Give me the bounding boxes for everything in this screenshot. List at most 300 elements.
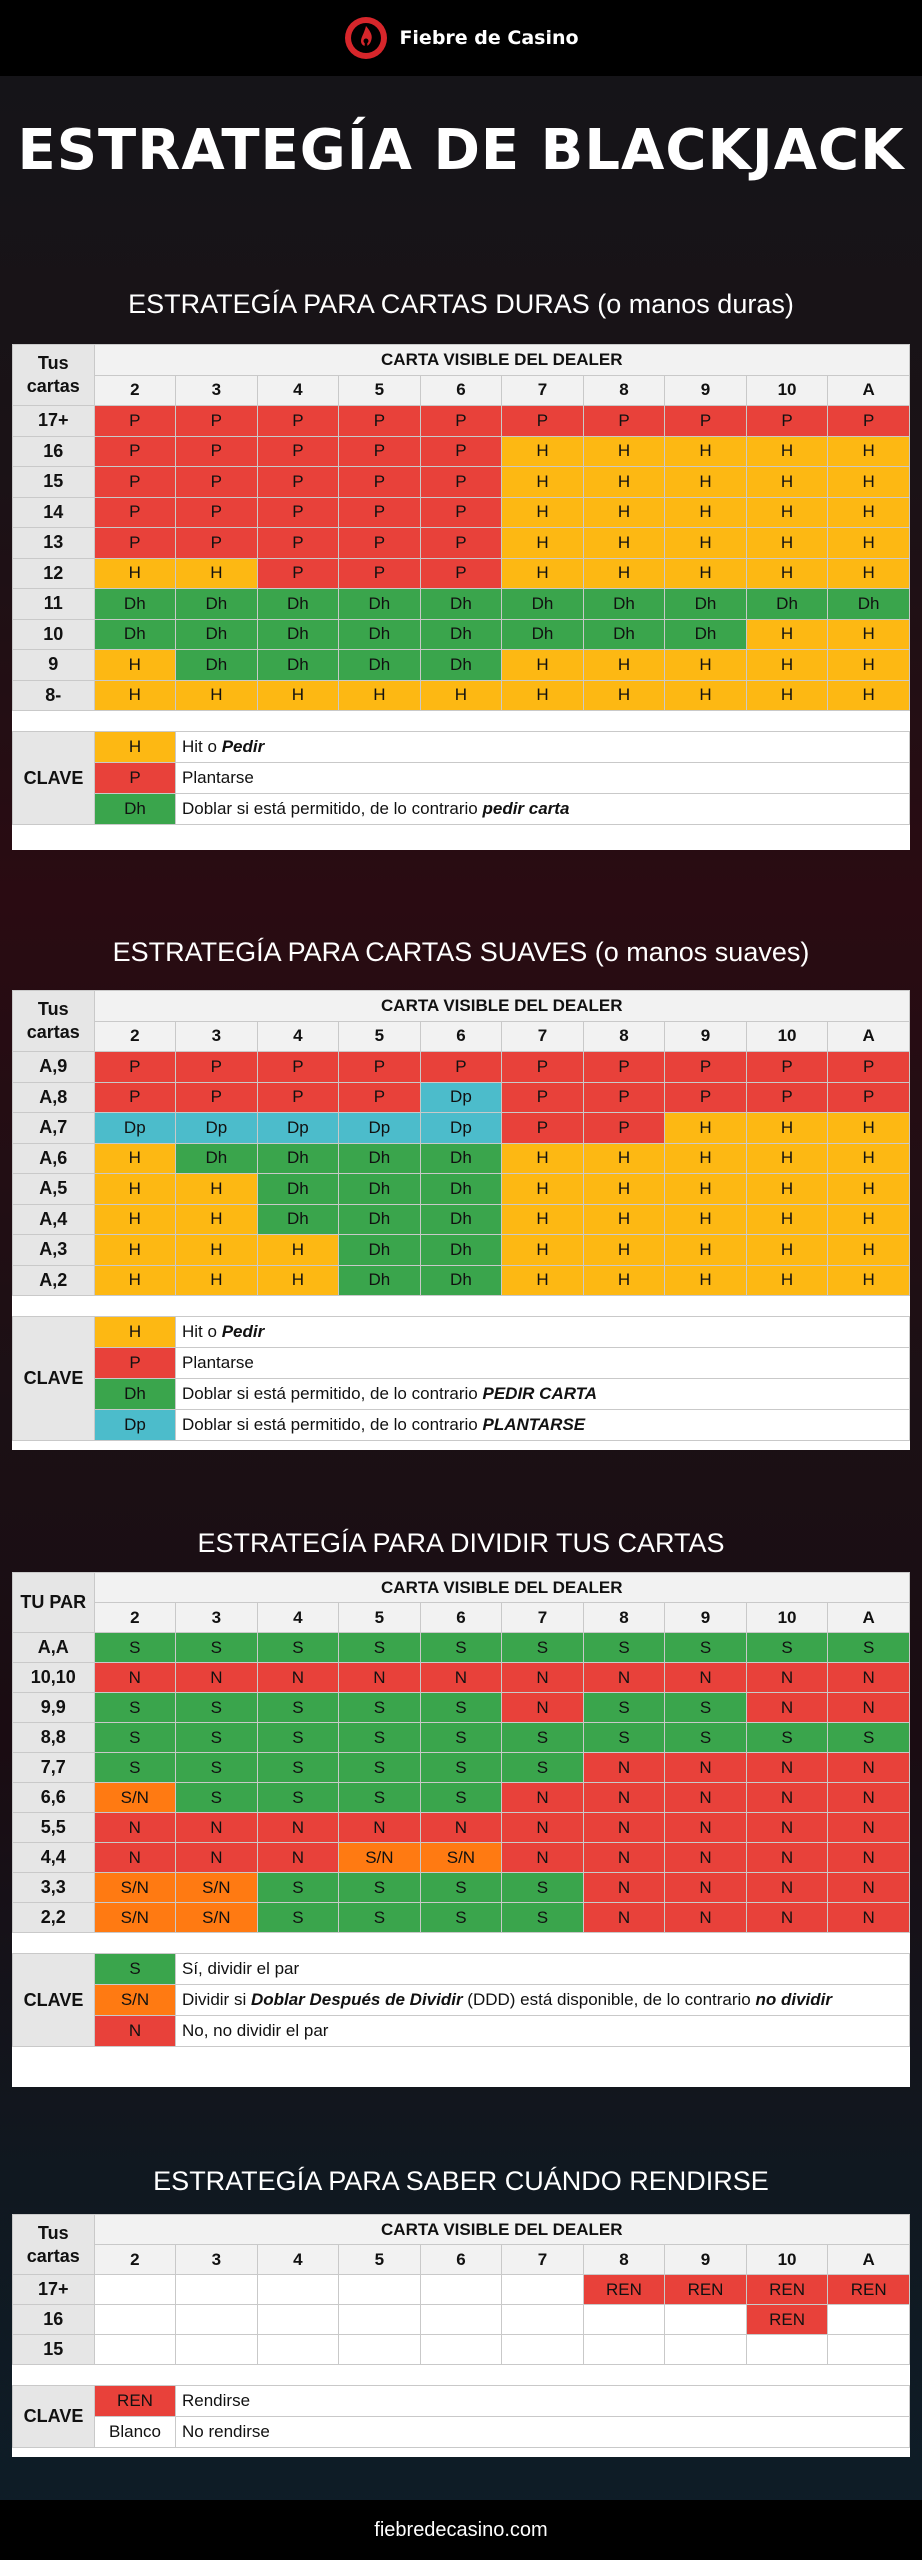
strategy-cell: N	[176, 1813, 258, 1843]
strategy-row	[13, 406, 910, 437]
strategy-cell: S	[94, 1723, 176, 1753]
strategy-row	[13, 1052, 910, 1083]
footer-url[interactable]: fiebredecasino.com	[374, 2518, 548, 2541]
strategy-cell: P	[94, 436, 176, 467]
strategy-row	[13, 436, 910, 467]
hand-label: 10,10	[13, 1663, 95, 1693]
strategy-cell: N	[746, 1753, 828, 1783]
dealer-card-10: 10	[746, 375, 828, 406]
hand-label: 17+	[13, 406, 95, 437]
dealer-card-9: 9	[665, 1603, 747, 1633]
strategy-cell: N	[94, 1843, 176, 1873]
strategy-cell	[94, 2335, 176, 2365]
dealer-card-7: 7	[502, 1603, 584, 1633]
key-emphasis: Pedir	[221, 1322, 265, 1341]
site-header	[0, 0, 922, 76]
strategy-cell: P	[828, 1082, 910, 1113]
strategy-cell	[176, 2335, 258, 2365]
split-strategy-table	[12, 1572, 910, 1933]
dealer-card-5: 5	[339, 375, 421, 406]
strategy-cell: P	[420, 497, 502, 528]
strategy-cell: S	[339, 1903, 421, 1933]
strategy-cell: H	[828, 467, 910, 498]
strategy-row	[13, 1082, 910, 1113]
strategy-cell: N	[665, 1903, 747, 1933]
dealer-card-4: 4	[257, 1603, 339, 1633]
strategy-row	[13, 1813, 910, 1843]
key-swatch: S/N	[95, 1985, 176, 2016]
dealer-card-10: 10	[746, 2245, 828, 2275]
dealer-card-4: 4	[257, 2245, 339, 2275]
strategy-cell: H	[746, 680, 828, 711]
strategy-row	[13, 680, 910, 711]
strategy-cell: Dp	[176, 1113, 258, 1144]
dealer-card-A: A	[828, 1603, 910, 1633]
strategy-cell: H	[746, 1204, 828, 1235]
strategy-cell: P	[828, 1052, 910, 1083]
strategy-cell: P	[176, 1052, 258, 1083]
strategy-cell	[746, 2335, 828, 2365]
strategy-cell: H	[583, 1143, 665, 1174]
strategy-cell: S	[746, 1723, 828, 1753]
soft-strategy-panel	[12, 990, 910, 1450]
strategy-cell: N	[583, 1663, 665, 1693]
hand-label: 17+	[13, 2275, 95, 2305]
hand-label: 10	[13, 619, 95, 650]
key-row	[13, 763, 910, 794]
dealer-card-3: 3	[176, 1603, 258, 1633]
strategy-cell: S/N	[94, 1873, 176, 1903]
strategy-cell: P	[502, 1113, 584, 1144]
strategy-cell: S	[257, 1873, 339, 1903]
key-description: Dividir si Doblar Después de Dividir (DDD) está disponible, de lo contrario no dividir	[176, 1985, 910, 2016]
strategy-cell: N	[665, 1813, 747, 1843]
strategy-cell: P	[257, 467, 339, 498]
strategy-cell: S	[420, 1753, 502, 1783]
strategy-cell: H	[746, 1235, 828, 1266]
strategy-cell: S/N	[94, 1903, 176, 1933]
dealer-card-2: 2	[94, 2245, 176, 2275]
strategy-cell: H	[828, 680, 910, 711]
strategy-row	[13, 558, 910, 589]
key-description: Rendirse	[176, 2386, 910, 2417]
key-emphasis: PEDIR CARTA	[482, 1384, 598, 1403]
strategy-cell: H	[420, 680, 502, 711]
strategy-cell: H	[176, 680, 258, 711]
strategy-cell: H	[176, 1204, 258, 1235]
soft-key-table	[12, 1316, 910, 1441]
hand-label: A,6	[13, 1143, 95, 1174]
strategy-cell: P	[746, 406, 828, 437]
strategy-row	[13, 1113, 910, 1144]
strategy-row	[13, 2305, 910, 2335]
strategy-cell	[176, 2275, 258, 2305]
key-description: No, no dividir el par	[176, 2016, 910, 2047]
strategy-cell: S	[339, 1753, 421, 1783]
strategy-cell: P	[665, 406, 747, 437]
strategy-cell: Dh	[94, 589, 176, 620]
dealer-card-8: 8	[583, 375, 665, 406]
split-key-table	[12, 1953, 910, 2047]
strategy-cell: H	[828, 497, 910, 528]
strategy-cell: N	[583, 1903, 665, 1933]
strategy-cell	[94, 2275, 176, 2305]
strategy-cell: H	[665, 1204, 747, 1235]
strategy-cell: P	[176, 436, 258, 467]
key-swatch: Dp	[95, 1410, 176, 1441]
strategy-cell: H	[257, 680, 339, 711]
key-emphasis: Doblar Después de Dividir	[250, 1990, 463, 2009]
hand-label: 8,8	[13, 1723, 95, 1753]
hand-label: 13	[13, 528, 95, 559]
dealer-card-6: 6	[420, 375, 502, 406]
strategy-cell: Dp	[420, 1082, 502, 1113]
strategy-cell: N	[665, 1783, 747, 1813]
strategy-cell: H	[828, 1204, 910, 1235]
strategy-cell: S	[257, 1633, 339, 1663]
strategy-cell: N	[94, 1813, 176, 1843]
strategy-cell: H	[502, 467, 584, 498]
strategy-cell	[828, 2305, 910, 2335]
strategy-cell: Dh	[257, 1143, 339, 1174]
strategy-cell: N	[176, 1663, 258, 1693]
strategy-cell: N	[583, 1753, 665, 1783]
strategy-cell	[665, 2305, 747, 2335]
key-swatch: Dh	[95, 1379, 176, 1410]
strategy-cell: N	[746, 1813, 828, 1843]
strategy-cell	[94, 2305, 176, 2335]
dealer-card-3: 3	[176, 1021, 258, 1052]
dealer-card-7: 7	[502, 1021, 584, 1052]
dealer-card-6: 6	[420, 1603, 502, 1633]
strategy-cell	[583, 2305, 665, 2335]
strategy-cell: Dh	[339, 1204, 421, 1235]
strategy-cell: Dp	[339, 1113, 421, 1144]
strategy-cell: N	[339, 1813, 421, 1843]
strategy-cell: S/N	[420, 1843, 502, 1873]
strategy-cell	[420, 2335, 502, 2365]
dealer-card-7: 7	[502, 2245, 584, 2275]
key-description: Doblar si está permitido, de lo contrario PEDIR CARTA	[176, 1379, 910, 1410]
strategy-cell: H	[502, 1204, 584, 1235]
flame-logo-icon	[343, 15, 389, 61]
row-header-label: Tus cartas	[13, 2215, 95, 2275]
key-row	[13, 794, 910, 825]
dealer-cards-row	[13, 1021, 910, 1052]
strategy-cell	[339, 2305, 421, 2335]
strategy-cell: Dh	[583, 619, 665, 650]
hand-label: 16	[13, 436, 95, 467]
strategy-cell: S	[257, 1753, 339, 1783]
row-header-label: TU PAR	[13, 1573, 95, 1633]
strategy-cell	[257, 2305, 339, 2335]
strategy-cell: Dh	[339, 650, 421, 681]
key-label: CLAVE	[13, 732, 95, 825]
key-row	[13, 1410, 910, 1441]
strategy-cell: P	[583, 406, 665, 437]
strategy-cell: P	[176, 1082, 258, 1113]
strategy-cell: P	[583, 1052, 665, 1083]
strategy-cell: N	[828, 1903, 910, 1933]
hand-label: 3,3	[13, 1873, 95, 1903]
strategy-cell: REN	[746, 2275, 828, 2305]
strategy-cell: H	[176, 558, 258, 589]
strategy-cell: P	[257, 1082, 339, 1113]
header-row	[13, 345, 910, 376]
strategy-cell: H	[502, 558, 584, 589]
strategy-cell: Dh	[420, 1235, 502, 1266]
hand-label: 12	[13, 558, 95, 589]
strategy-cell	[828, 2335, 910, 2365]
spacer	[12, 1296, 910, 1316]
key-row	[13, 2417, 910, 2448]
strategy-row	[13, 1843, 910, 1873]
hard-strategy-panel	[12, 344, 910, 850]
strategy-cell: P	[502, 1052, 584, 1083]
dealer-card-5: 5	[339, 1021, 421, 1052]
strategy-cell: H	[746, 1143, 828, 1174]
dealer-card-4: 4	[257, 375, 339, 406]
strategy-cell: Dh	[257, 1174, 339, 1205]
strategy-cell	[583, 2335, 665, 2365]
surrender-section-title: ESTRATEGÍA PARA SABER CUÁNDO RENDIRSE	[153, 2166, 769, 2196]
hard-key-table	[12, 731, 910, 825]
hand-label: 15	[13, 2335, 95, 2365]
strategy-row	[13, 2335, 910, 2365]
strategy-cell: Dh	[420, 1204, 502, 1235]
strategy-cell: Dp	[257, 1113, 339, 1144]
strategy-cell: S	[665, 1633, 747, 1663]
key-swatch: S	[95, 1954, 176, 1985]
strategy-cell: S	[420, 1723, 502, 1753]
dealer-card-header: CARTA VISIBLE DEL DEALER	[94, 345, 909, 376]
strategy-cell: P	[257, 528, 339, 559]
strategy-cell: S	[665, 1723, 747, 1753]
strategy-cell: S	[420, 1783, 502, 1813]
strategy-cell: REN	[583, 2275, 665, 2305]
strategy-cell: H	[665, 1174, 747, 1205]
strategy-cell: P	[583, 1113, 665, 1144]
split-strategy-panel	[12, 1572, 910, 2087]
dealer-card-2: 2	[94, 375, 176, 406]
strategy-cell: N	[583, 1783, 665, 1813]
strategy-cell: H	[583, 650, 665, 681]
dealer-card-9: 9	[665, 2245, 747, 2275]
strategy-cell: N	[583, 1873, 665, 1903]
strategy-cell: H	[94, 650, 176, 681]
dealer-cards-row	[13, 1603, 910, 1633]
strategy-cell: N	[746, 1873, 828, 1903]
strategy-cell: H	[94, 1265, 176, 1296]
strategy-cell: S	[176, 1633, 258, 1663]
hand-label: A,5	[13, 1174, 95, 1205]
strategy-cell: H	[583, 1174, 665, 1205]
dealer-cards-row	[13, 2245, 910, 2275]
strategy-cell: Dh	[257, 650, 339, 681]
key-row	[13, 1954, 910, 1985]
strategy-cell: N	[746, 1903, 828, 1933]
strategy-cell: S	[257, 1693, 339, 1723]
strategy-row	[13, 1693, 910, 1723]
strategy-cell: H	[828, 528, 910, 559]
strategy-cell: S	[339, 1723, 421, 1753]
strategy-cell: H	[746, 1113, 828, 1144]
dealer-card-3: 3	[176, 375, 258, 406]
strategy-cell: P	[257, 406, 339, 437]
strategy-row	[13, 1753, 910, 1783]
strategy-cell: P	[339, 436, 421, 467]
strategy-cell: N	[665, 1843, 747, 1873]
strategy-cell: S	[583, 1723, 665, 1753]
strategy-cell: Dh	[94, 619, 176, 650]
strategy-cell: P	[746, 1052, 828, 1083]
strategy-cell: S	[665, 1693, 747, 1723]
surrender-key-table	[12, 2385, 910, 2448]
strategy-cell: Dh	[176, 1143, 258, 1174]
strategy-cell: H	[746, 528, 828, 559]
strategy-cell: N	[746, 1693, 828, 1723]
strategy-cell: P	[420, 467, 502, 498]
soft-strategy-table	[12, 990, 910, 1296]
strategy-cell: P	[176, 528, 258, 559]
row-header-label: Tus cartas	[13, 345, 95, 406]
hand-label: 4,4	[13, 1843, 95, 1873]
strategy-cell: H	[583, 680, 665, 711]
dealer-card-A: A	[828, 2245, 910, 2275]
strategy-cell: Dh	[420, 650, 502, 681]
strategy-cell: N	[502, 1693, 584, 1723]
hand-label: A,A	[13, 1633, 95, 1663]
strategy-cell: S	[746, 1633, 828, 1663]
strategy-cell: N	[339, 1663, 421, 1693]
strategy-cell: H	[257, 1265, 339, 1296]
strategy-cell: P	[583, 1082, 665, 1113]
strategy-cell: H	[828, 619, 910, 650]
strategy-cell: H	[746, 650, 828, 681]
strategy-cell: N	[583, 1843, 665, 1873]
strategy-cell: N	[94, 1663, 176, 1693]
strategy-cell	[257, 2335, 339, 2365]
strategy-cell: H	[502, 1143, 584, 1174]
key-row	[13, 2386, 910, 2417]
strategy-cell: H	[502, 1265, 584, 1296]
strategy-cell: H	[665, 497, 747, 528]
strategy-cell: H	[746, 619, 828, 650]
dealer-card-8: 8	[583, 1603, 665, 1633]
strategy-cell: Dh	[176, 589, 258, 620]
strategy-cell: P	[420, 406, 502, 437]
dealer-card-8: 8	[583, 2245, 665, 2275]
strategy-cell: N	[746, 1663, 828, 1693]
strategy-cell: Dh	[339, 619, 421, 650]
strategy-cell: P	[257, 1052, 339, 1083]
hard-section-title: ESTRATEGÍA PARA CARTAS DURAS (o manos duras)	[128, 289, 794, 319]
strategy-cell: N	[502, 1663, 584, 1693]
dealer-card-header: CARTA VISIBLE DEL DEALER	[94, 1573, 909, 1603]
header-row	[13, 1573, 910, 1603]
key-row	[13, 732, 910, 763]
hand-label: 6,6	[13, 1783, 95, 1813]
key-description: Plantarse	[176, 763, 910, 794]
key-swatch: H	[95, 732, 176, 763]
strategy-row	[13, 528, 910, 559]
strategy-cell: Dh	[339, 1235, 421, 1266]
strategy-cell: Dh	[746, 589, 828, 620]
strategy-cell: P	[94, 528, 176, 559]
strategy-cell: H	[665, 1143, 747, 1174]
strategy-row	[13, 1174, 910, 1205]
strategy-cell: Dh	[828, 589, 910, 620]
strategy-cell: Dh	[339, 1174, 421, 1205]
strategy-cell: S	[339, 1633, 421, 1663]
strategy-cell: H	[583, 1235, 665, 1266]
brand-name[interactable]: Fiebre de Casino	[399, 27, 579, 49]
key-emphasis: no dividir	[755, 1990, 832, 2009]
strategy-row	[13, 1633, 910, 1663]
split-section-title: ESTRATEGÍA PARA DIVIDIR TUS CARTAS	[197, 1528, 725, 1558]
strategy-cell: Dh	[420, 1143, 502, 1174]
dealer-card-8: 8	[583, 1021, 665, 1052]
hand-label: 11	[13, 589, 95, 620]
dealer-card-6: 6	[420, 2245, 502, 2275]
strategy-cell: P	[257, 558, 339, 589]
strategy-cell: N	[420, 1663, 502, 1693]
strategy-cell: N	[828, 1753, 910, 1783]
strategy-cell: H	[828, 1235, 910, 1266]
strategy-cell: S/N	[176, 1903, 258, 1933]
hand-label: A,3	[13, 1235, 95, 1266]
strategy-row	[13, 1723, 910, 1753]
hard-strategy-table	[12, 344, 910, 711]
dealer-card-4: 4	[257, 1021, 339, 1052]
strategy-cell: S/N	[176, 1873, 258, 1903]
strategy-row	[13, 589, 910, 620]
strategy-cell: H	[746, 467, 828, 498]
strategy-cell: S	[94, 1753, 176, 1783]
dealer-card-7: 7	[502, 375, 584, 406]
strategy-cell: H	[828, 558, 910, 589]
key-label: CLAVE	[13, 1317, 95, 1441]
strategy-cell: H	[502, 650, 584, 681]
key-emphasis: pedir carta	[482, 799, 570, 818]
spacer	[12, 711, 910, 731]
strategy-cell: Dh	[502, 589, 584, 620]
strategy-cell: P	[94, 467, 176, 498]
strategy-cell: Dh	[420, 1174, 502, 1205]
key-description: Hit o Pedir	[176, 1317, 910, 1348]
dealer-card-2: 2	[94, 1603, 176, 1633]
strategy-row	[13, 1143, 910, 1174]
strategy-cell: Dh	[583, 589, 665, 620]
soft-section-title: ESTRATEGÍA PARA CARTAS SUAVES (o manos suaves)	[112, 937, 810, 967]
strategy-cell: P	[176, 497, 258, 528]
strategy-cell: H	[665, 528, 747, 559]
strategy-cell: P	[94, 1082, 176, 1113]
strategy-cell: Dh	[257, 589, 339, 620]
dealer-card-2: 2	[94, 1021, 176, 1052]
strategy-cell: Dh	[257, 1204, 339, 1235]
dealer-card-3: 3	[176, 2245, 258, 2275]
header-row	[13, 2215, 910, 2245]
dealer-card-10: 10	[746, 1603, 828, 1633]
strategy-cell: N	[746, 1843, 828, 1873]
hand-label: A,4	[13, 1204, 95, 1235]
strategy-cell	[502, 2335, 584, 2365]
strategy-cell: H	[502, 436, 584, 467]
strategy-cell: H	[828, 1113, 910, 1144]
strategy-cell: S	[420, 1633, 502, 1663]
strategy-cell: P	[94, 406, 176, 437]
